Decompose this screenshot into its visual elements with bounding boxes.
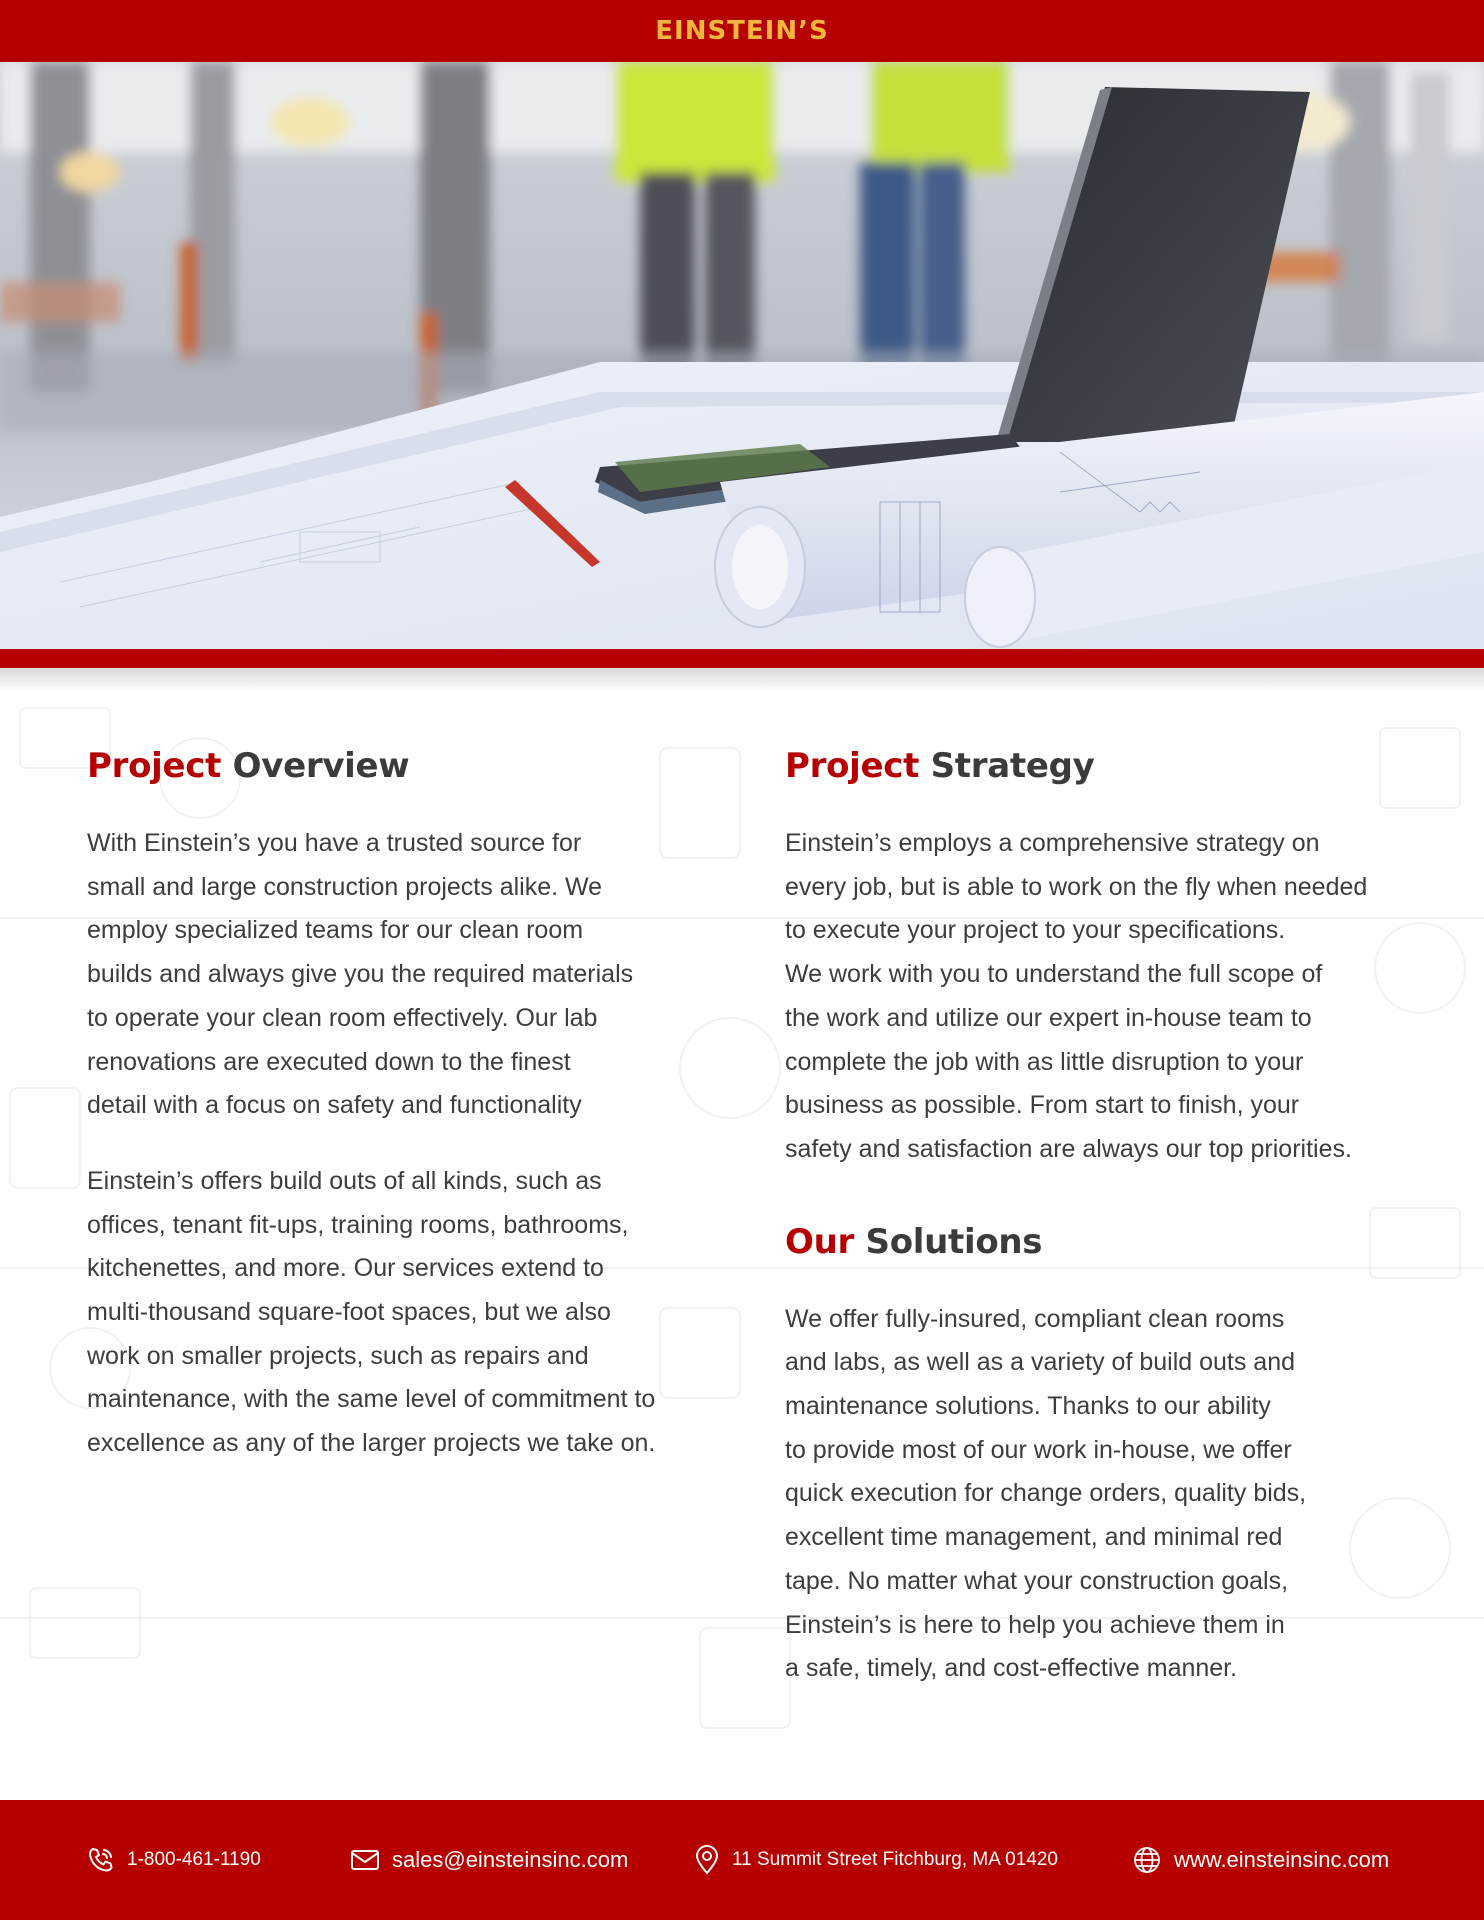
heading-rest: Strategy xyxy=(930,746,1095,786)
top-banner xyxy=(0,0,1484,62)
heading-rest: Overview xyxy=(232,746,410,786)
footer-phone[interactable] xyxy=(87,1800,261,1920)
website-url: www.einsteinsinc.com xyxy=(1174,1847,1390,1872)
phone-number: 1-800-461-1190 xyxy=(127,1849,261,1870)
hero-photo xyxy=(0,62,1484,649)
location-pin-icon xyxy=(694,1845,720,1875)
brand-logo-text: EINSTEIN’S xyxy=(655,16,829,46)
our-solutions-heading xyxy=(785,1218,1405,1266)
phone-icon xyxy=(87,1846,115,1874)
project-overview-heading xyxy=(87,742,707,790)
solutions-paragraph: We offer fully-insured, compliant clean rooms and labs, as well as a variety of build outs and maintenance solutions. Thanks to our ability to provide most of our work in-house, we offer quick execution for change orders, quality bids, excellent time management, and minimal red tape. No matter what your construction goals, Einstein’s is here to help you achieve them in a safe, timely, and cost-effective manner. xyxy=(785,1304,1307,1683)
heading-highlight: Project xyxy=(87,746,222,786)
hero-bottom-band xyxy=(0,649,1484,668)
heading-highlight: Project xyxy=(785,746,920,786)
overview-paragraph-2: Einstein’s offers build outs of all kinds, such as offices, tenant fit-ups, training rooms, bathrooms, kitchenettes, and more. Our services extend to multi-thousand square-foot spaces, but we also work on smaller projects, such as repairs and maintenance, with the same level of commitment to excellence as any of the larger projects we take on. xyxy=(87,1166,656,1458)
right-column xyxy=(785,742,1405,1691)
heading-rest: Solutions xyxy=(865,1221,1043,1262)
footer-email[interactable] xyxy=(350,1800,628,1920)
footer-website[interactable] xyxy=(1132,1800,1389,1920)
globe-icon xyxy=(1132,1845,1162,1875)
email-address: sales@einsteinsinc.com xyxy=(392,1847,629,1872)
left-column xyxy=(87,742,707,1466)
contact-footer xyxy=(0,1800,1484,1920)
strategy-paragraph: Einstein’s employs a comprehensive strategy on every job, but is able to work on the fly when needed to execute your project to your specifications. We work with you to understand the full scope of the work and utilize our expert in-house team to complete the job with as little disruption to your business as possible. From start to finish, your safety and satisfaction are always our top priorities. xyxy=(785,829,1368,1163)
heading-highlight: Our xyxy=(785,1221,854,1262)
overview-paragraph-1: With Einstein’s you have a trusted source for small and large construction projects alike. We employ specialized teams for our clean room builds and always give you the required materials to operate your clean room effectively. Our lab renovations are executed down to the finest detail with a focus on safety and functionality xyxy=(87,829,634,1120)
street-address: 11 Summit Street Fitchburg, MA 01420 xyxy=(732,1849,1058,1870)
footer-address[interactable] xyxy=(694,1800,1058,1920)
construction-laptop-blueprints-photo xyxy=(0,62,1484,649)
envelope-icon xyxy=(350,1848,380,1872)
project-strategy-heading xyxy=(785,742,1405,790)
